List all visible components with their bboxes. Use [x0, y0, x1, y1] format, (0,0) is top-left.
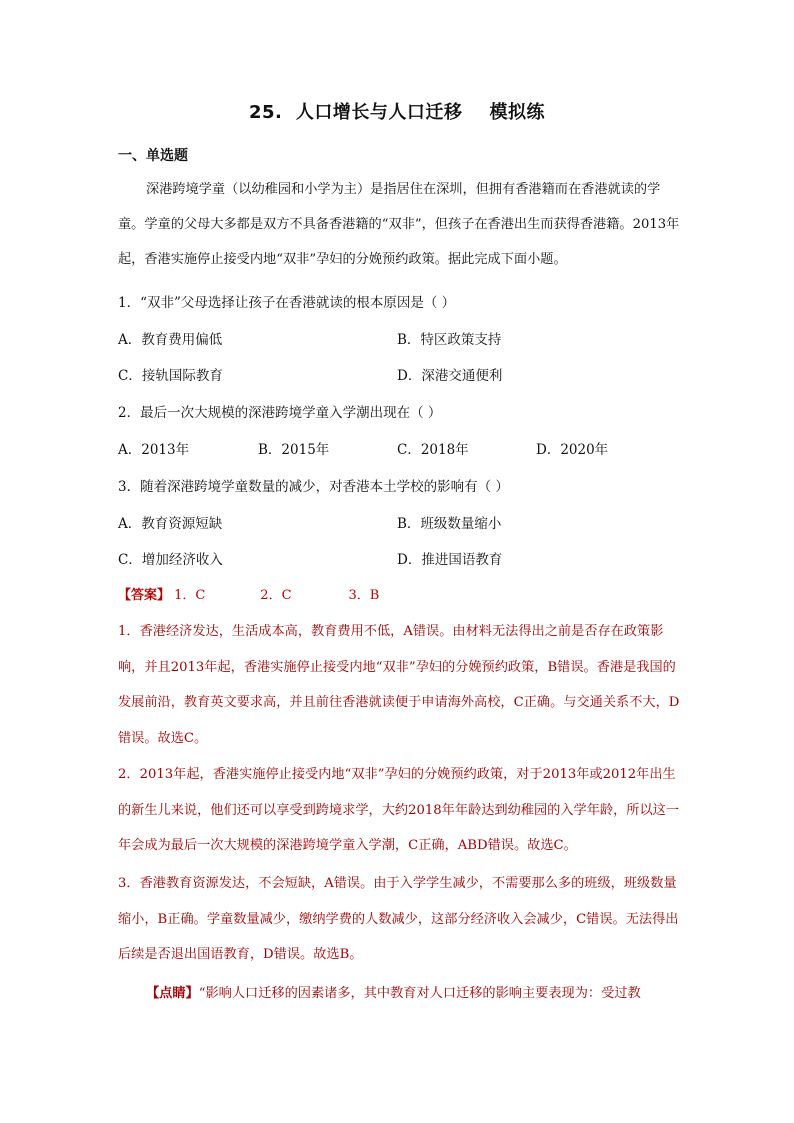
question-1-option-d: D．深港交通便利	[397, 368, 503, 384]
question-3-option-c: C．增加经济收入	[118, 552, 223, 568]
explanation-3: 3．香港教育资源发达，不会短缺，A错误。由于入学学生减少，不需要那么多的班级，班级数量缩小，B正确。学童数量减少，缴纳学费的人数减少，这部分经济收入会减少，C错误。无法得出后续是否退出国语教育，D错误。故选B。	[118, 876, 679, 962]
question-2-option-a: A．2013年	[118, 442, 190, 458]
question-2-option-d: D．2020年	[536, 442, 609, 458]
tip-label: 【点睛】	[146, 986, 199, 1001]
tip-text: “影响人口迁移的因素诸多，其中教育对人口迁移的影响主要表现为：受过教	[198, 986, 641, 1001]
answer-item-1: 1．C	[174, 588, 206, 603]
question-3-option-d: D．推进国语教育	[397, 552, 503, 568]
question-1-option-b: B．特区政策支持	[397, 332, 502, 348]
question-3-option-b: B．班级数量缩小	[397, 516, 502, 532]
question-2-option-b: B．2015年	[258, 442, 330, 458]
material-paragraph	[118, 172, 683, 277]
question-1-stem: 1．“双非”父母选择让孩子在香港就读的根本原因是（ ）	[118, 295, 456, 311]
page-title: 25. 人口增长与人口迁移 模拟练	[249, 102, 545, 123]
section-heading: 一、单选题	[118, 148, 188, 164]
explanation-2: 2．2013年起，香港实施停止接受内地“双非”孕妇的分娩预约政策，对于2013年或2012年出生的新生儿来说，他们还可以享受到跨境求学，大约2018年年龄达到幼稚园的入学年龄，所以这一年会成为最后一次大规模的深港跨境学童入学潮，C正确，ABD错误。故选C。	[118, 767, 680, 853]
question-1-option-a: A．教育费用偏低	[118, 332, 223, 348]
answer-item-2: 2．C	[260, 588, 292, 603]
question-2-option-c: C．2018年	[397, 442, 469, 458]
tip-line	[146, 982, 641, 1001]
question-3-option-a: A．教育资源短缺	[118, 516, 223, 532]
question-1-option-c: C．接轨国际教育	[118, 368, 223, 384]
answer-line	[118, 584, 379, 603]
answer-label: 【答案】	[118, 588, 171, 603]
question-3-stem: 3．随着深港跨境学童数量的减少，对香港本土学校的影响有（ ）	[118, 479, 509, 495]
question-2-stem: 2．最后一次大规模的深港跨境学童入学潮出现在（ ）	[118, 405, 442, 421]
answer-item-3: 3．B	[348, 588, 380, 603]
explanation-1: 1．香港经济发达，生活成本高，教育费用不低，A错误。由材料无法得出之前是否存在政策影响，并且2013年起，香港实施停止接受内地“双非”孕妇的分娩预约政策，B错误。香港是我国的发展前沿，教育英文要求高，并且前往香港就读便于申请海外高校，C正确。与交通关系不大，D错误。故选C。	[118, 624, 680, 746]
material-text: 深港跨境学童（以幼稚园和小学为主）是指居住在深圳，但拥有香港籍而在香港就读的学童。学童的父母大多都是双方不具备香港籍的“双非”，但孩子在香港出生而获得香港籍。2013年起，香港实施停止接受内地“双非”孕妇的分娩预约政策。据此完成下面小题。	[118, 182, 680, 267]
